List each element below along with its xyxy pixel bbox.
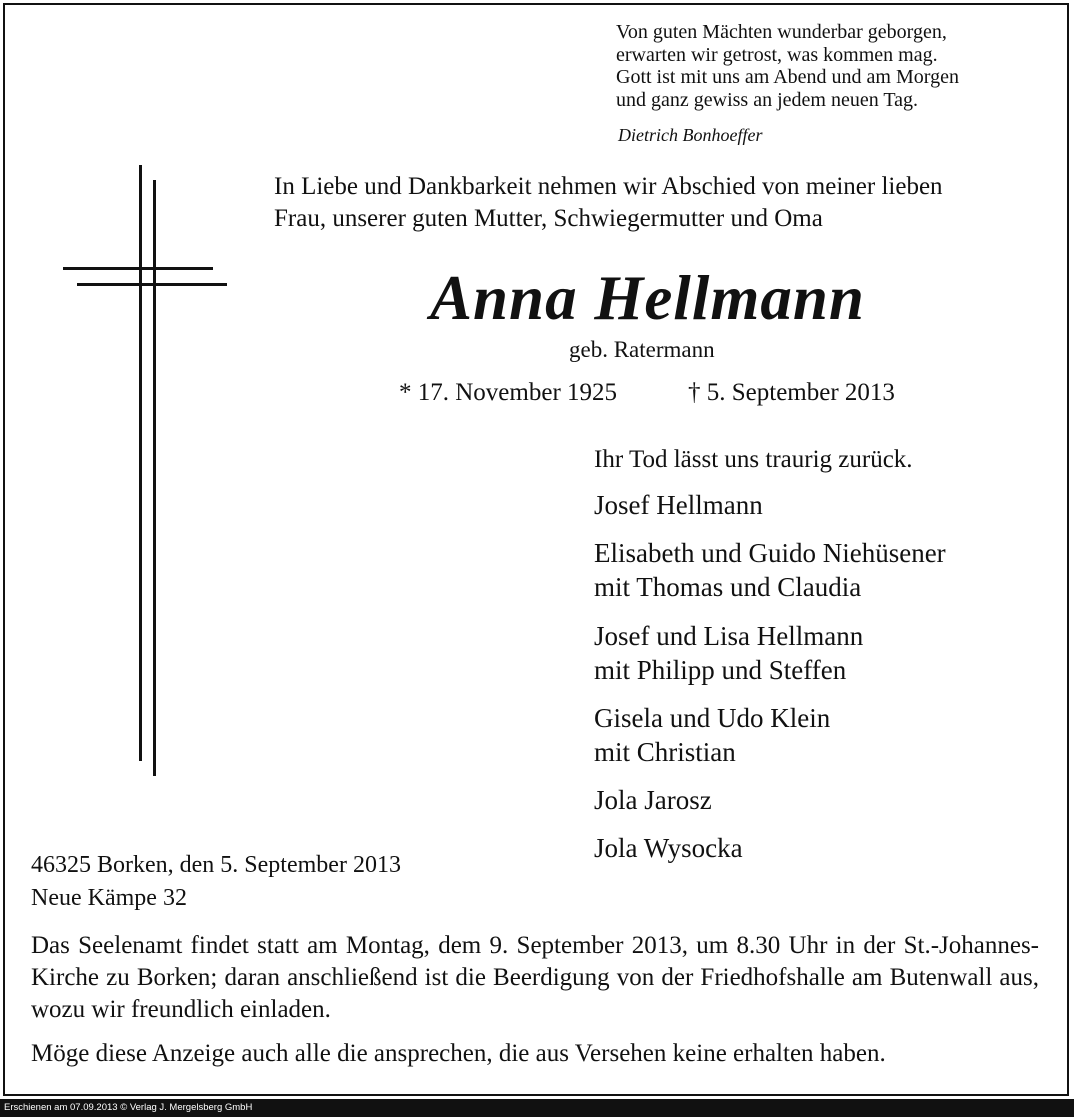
family-address: [31, 849, 401, 915]
address-line: Neue Kämpe 32: [31, 885, 187, 911]
funeral-service-info: Das Seelenamt findet statt am Montag, dem 9. September 2013, um 8.30 Uhr in der St.-Johannes-Kirche zu Borken; daran anschließend ist die Beerdigung von der Friedhofshalle am Butenwall aus, wozu wir freundlich einladen.: [31, 932, 1039, 1023]
quote-line: Gott ist mit uns am Abend und am Morgen: [616, 66, 959, 88]
quote-line: erwarten wir getrost, was kommen mag.: [616, 43, 938, 66]
mourner-line: Josef und Lisa Hellmann: [594, 621, 864, 651]
mourner-line: Josef Hellmann: [594, 490, 763, 520]
mourner-line: mit Philipp und Steffen: [594, 655, 847, 685]
mourner-group: [594, 619, 863, 687]
mourner-group: [594, 701, 830, 769]
mourner-group: [594, 783, 712, 817]
mourner-line: Jola Jarosz: [594, 785, 712, 815]
death-date: † 5. September 2013: [688, 379, 895, 406]
mourner-group: [594, 831, 743, 865]
maiden-name: geb. Ratermann: [569, 337, 715, 362]
intro-line: Frau, unserer guten Mutter, Schwiegermutter und Oma: [274, 205, 823, 232]
mourner-line: Gisela und Udo Klein: [594, 703, 831, 733]
address-line: 46325 Borken, den 5. September 2013: [31, 852, 401, 878]
publication-footer: [0, 1099, 1074, 1117]
intro-line: In Liebe und Dankbarkeit nehmen wir Abschied von meiner lieben: [274, 173, 943, 200]
deceased-name: Anna Hellmann: [430, 263, 865, 333]
mourner-line: mit Thomas und Claudia: [594, 572, 862, 602]
footer-text: Erschienen am 07.09.2013 © Verlag J. Mergelsberg GmbH: [4, 1102, 253, 1113]
mourner-group: [594, 536, 946, 604]
mourner-line: Elisabeth und Guido Niehüsener: [594, 538, 946, 568]
quote-author: Dietrich Bonhoeffer: [618, 125, 763, 145]
farewell-intro: [274, 171, 943, 235]
mourning-statement: Ihr Tod lässt uns traurig zurück.: [594, 446, 913, 473]
mourner-line: mit Christian: [594, 737, 736, 767]
birth-date: * 17. November 1925: [399, 379, 618, 406]
quote-line: und ganz gewiss an jedem neuen Tag.: [616, 88, 919, 111]
mourner-group: [594, 488, 763, 522]
quote-line: Von guten Mächten wunderbar geborgen,: [616, 21, 947, 43]
closing-notice: Möge diese Anzeige auch alle die ansprechen, die aus Versehen keine erhalten haben.: [31, 1040, 886, 1067]
bonhoeffer-quote: [616, 21, 959, 111]
mourner-line: Jola Wysocka: [594, 833, 743, 863]
